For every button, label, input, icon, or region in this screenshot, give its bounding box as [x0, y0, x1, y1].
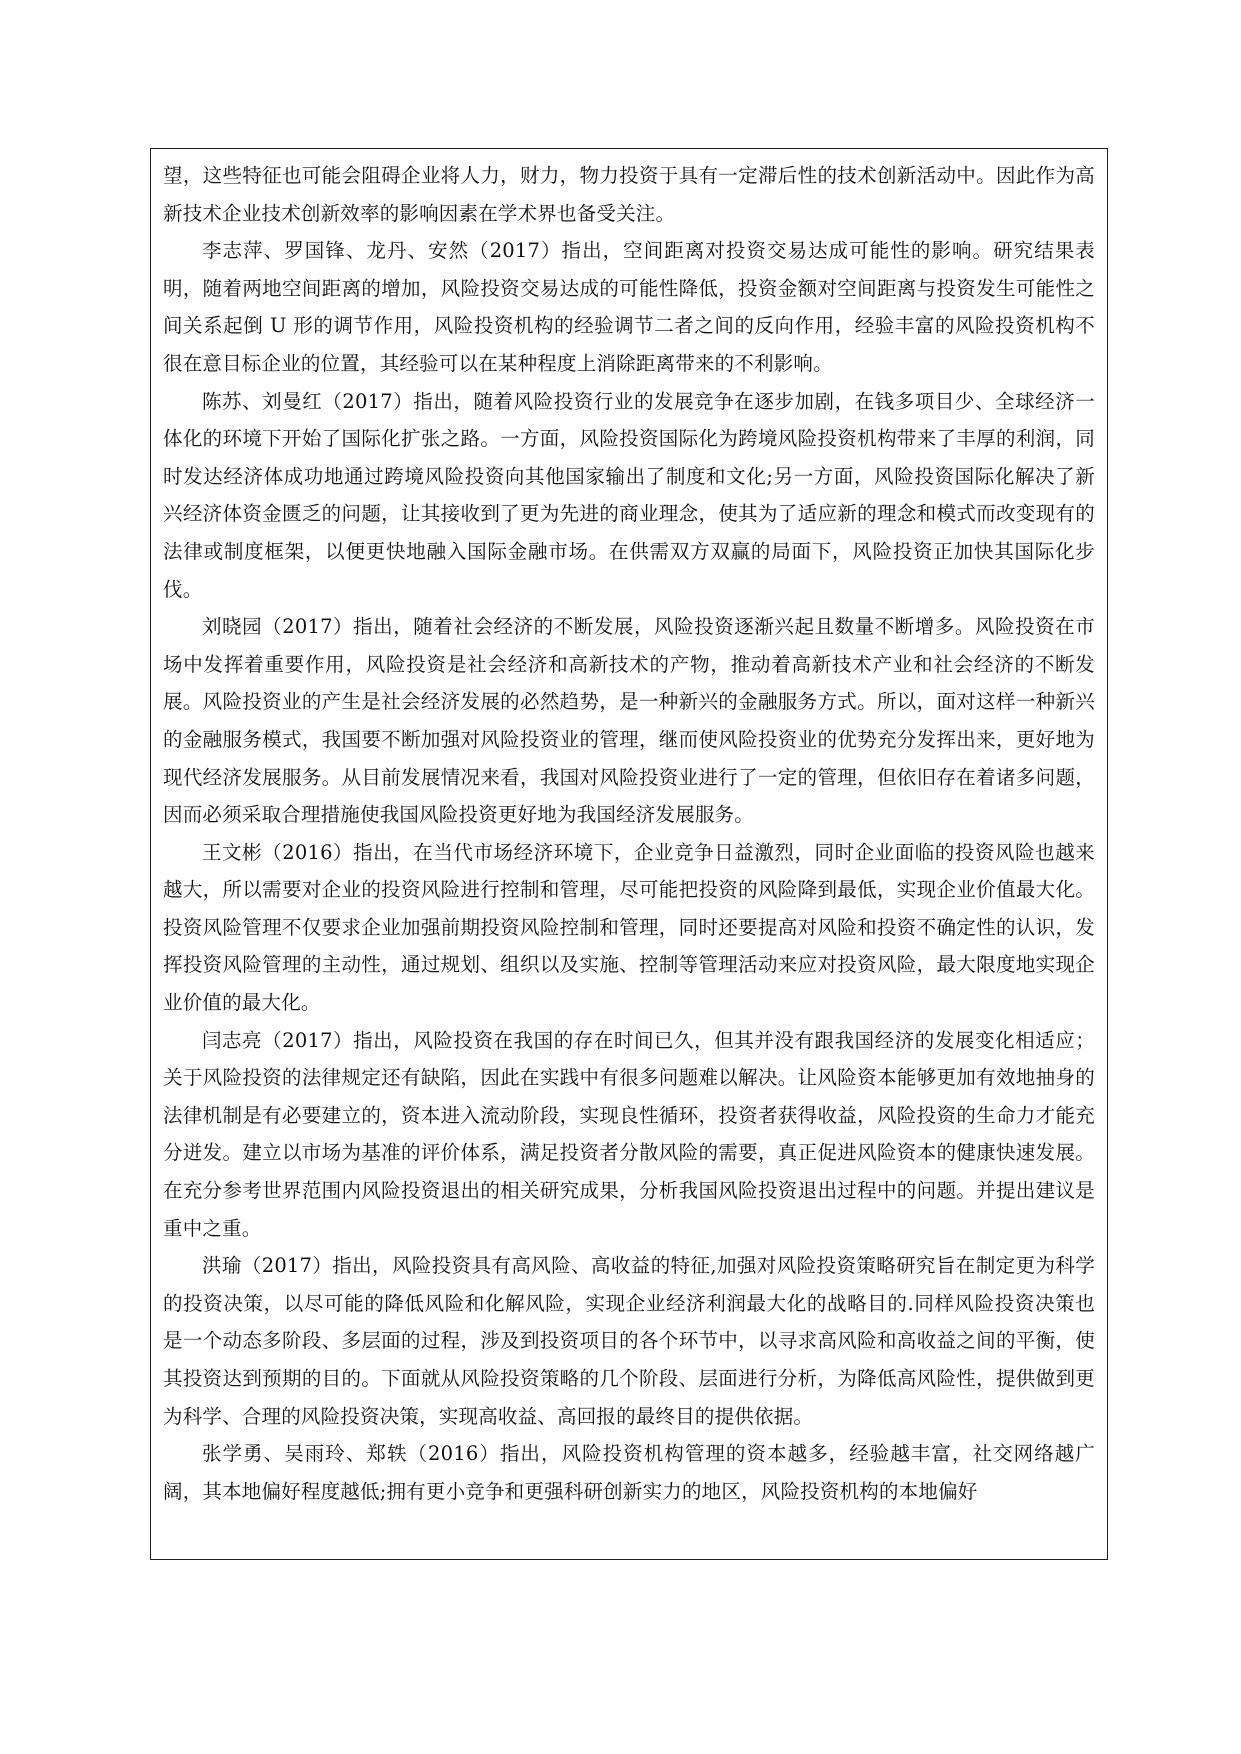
paragraph-hong-yu: 洪瑜（2017）指出，风险投资具有高风险、高收益的特征,加强对风险投资策略研究旨在制定更为科学的投资决策，以尽可能的降低风险和化解风险，实现企业经济利润最大化的战略目的.同样风险投资决策也是一个动态多阶段、多层面的过程，涉及到投资项目的各个环节中，以寻求高风险和高收益之间的平衡，使其投资达到预期的目的。下面就从风险投资策略的几个阶段、层面进行分析，为降低高风险性，提供做到更为科学、合理的风险投资决策，实现高收益、高回报的最终目的提供依据。 [163, 1254, 1095, 1428]
paragraph-liu-xiaoyuan: 刘晓园（2017）指出，随着社会经济的不断发展，风险投资逐渐兴起且数量不断增多。风险投资在市场中发挥着重要作用，风险投资是社会经济和高新技术的产物，推动着高新技术产业和社会经济的不断发展。风险投资业的产生是社会经济发展的必然趋势，是一种新兴的金融服务方式。所以，面对这样一种新兴的金融服务模式，我国要不断加强对风险投资业的管理，继而使风险投资业的优势充分发挥出来，更好地为现代经济发展服务。从目前发展情况来看，我国对风险投资业进行了一定的管理，但依旧存在着诸多问题，因而必须采取合理措施使我国风险投资更好地为我国经济发展服务。 [163, 615, 1095, 827]
paragraph-yan-zhiliang: 闫志亮（2017）指出，风险投资在我国的存在时间已久，但其并没有跟我国经济的发展变化相适应；关于风险投资的法律规定还有缺陷，因此在实践中有很多问题难以解决。让风险资本能够更加有效地抽身的法律机制是有必要建立的，资本进入流动阶段，实现良性循环，投资者获得收益，风险投资的生命力才能充分迸发。建立以市场为基准的评价体系，满足投资者分散风险的需要，真正促进风险资本的健康快速发展。在充分参考世界范围内风险投资退出的相关研究成果，分析我国风险投资退出过程中的问题。并提出建议是重中之重。 [163, 1028, 1095, 1240]
document-body [163, 157, 1095, 1510]
paragraph-wang-wenbin: 王文彬（2016）指出，在当代市场经济环境下，企业竞争日益激烈，同时企业面临的投资风险也越来越大，所以需要对企业的投资风险进行控制和管理，尽可能把投资的风险降到最低，实现企业价值最大化。投资风险管理不仅要求企业加强前期投资风险控制和管理，同时还要提高对风险和投资不确定性的认识，发挥投资风险管理的主动性，通过规划、组织以及实施、控制等管理活动来应对投资风险，最大限度地实现企业价值的最大化。 [163, 840, 1095, 1015]
paragraph-continuation: 望，这些特征也可能会阻碍企业将人力，财力，物力投资于具有一定滞后性的技术创新活动中。因此作为高新技术企业技术创新效率的影响因素在学术界也备受关注。 [163, 164, 1095, 225]
paragraph-li-zhiping: 李志萍、罗国锋、龙丹、安然（2017）指出，空间距离对投资交易达成可能性的影响。研究结果表明，随着两地空间距离的增加，风险投资交易达成的可能性降低，投资金额对空间距离与投资发生可能性之间关系起倒 U 形的调节作用，风险投资机构的经验调节二者之间的反向作用，经验丰富的风险投资机构不很在意目标企业的位置，其经验可以在某种程度上消除距离带来的不利影响。 [163, 239, 1095, 375]
text-frame [150, 148, 1108, 1560]
paragraph-zhang-xueyong: 张学勇、吴雨玲、郑轶（2016）指出，风险投资机构管理的资本越多，经验越丰富，社交网络越广阔，其本地偏好程度越低;拥有更小竞争和更强科研创新实力的地区，风险投资机构的本地偏好 [163, 1442, 1095, 1503]
paragraph-chen-su: 陈苏、刘曼红（2017）指出，随着风险投资行业的发展竞争在逐步加剧，在钱多项目少、全球经济一体化的环境下开始了国际化扩张之路。一方面，风险投资国际化为跨境风险投资机构带来了丰厚的利润，同时发达经济体成功地通过跨境风险投资向其他国家输出了制度和文化;另一方面，风险投资国际化解决了新兴经济体资金匮乏的问题，让其接收到了更为先进的商业理念，使其为了适应新的理念和模式而改变现有的法律或制度框架，以便更快地融入国际金融市场。在供需双方双赢的局面下，风险投资正加快其国际化步伐。 [163, 389, 1095, 601]
